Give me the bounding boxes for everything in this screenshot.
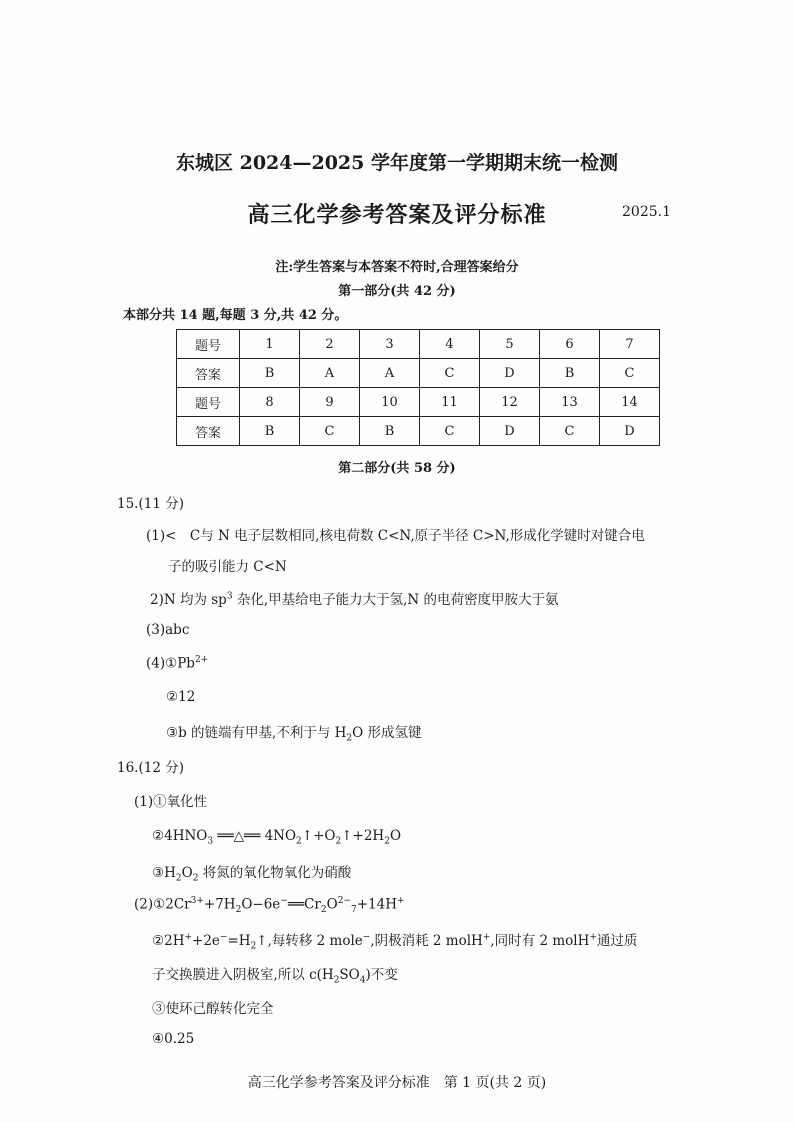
table-row xyxy=(177,417,660,446)
table-cell: B xyxy=(240,417,300,446)
text-segment: 15.(11 分) xyxy=(117,496,184,512)
answer-line xyxy=(166,689,195,705)
superscript: + xyxy=(482,932,491,943)
text-segment: +2e xyxy=(192,933,220,949)
text-segment: (2)①2Cr xyxy=(134,896,191,913)
text-segment: 通过质 xyxy=(596,933,638,949)
text-segment: ══△══ 4NO xyxy=(213,828,297,844)
table-row xyxy=(177,388,660,417)
table-cell: C xyxy=(540,417,600,446)
table-cell: 2 xyxy=(300,330,360,359)
text-segment: ②4HNO xyxy=(152,828,208,844)
table-cell: 14 xyxy=(600,388,660,417)
answer-line xyxy=(146,524,645,544)
text-segment: (1)①氧化性 xyxy=(134,794,208,810)
answer-line xyxy=(152,997,274,1017)
text-segment: 将氮的氧化物氧化为硝酸 xyxy=(198,865,352,881)
answer-line xyxy=(134,790,207,810)
text-segment: ②2H xyxy=(152,933,185,949)
superscript: − xyxy=(219,932,228,943)
table-cell: D xyxy=(480,359,540,388)
answer-line xyxy=(166,721,422,744)
grading-note: 注:学生答案与本答案不符时,合理答案给分 xyxy=(275,260,519,275)
row-header-cell: 题号 xyxy=(177,388,240,417)
superscript: 2− xyxy=(337,896,351,906)
text-segment: O xyxy=(326,896,338,913)
text-segment: +7H xyxy=(203,896,236,913)
answer-line xyxy=(152,963,398,986)
answer-line xyxy=(117,756,184,776)
subscript: 2 xyxy=(320,905,327,916)
text-segment: ,同时有 2 molH xyxy=(490,933,590,949)
text-segment: ③b 的链端有甲基,不利于与 H xyxy=(166,725,347,741)
superscript: + xyxy=(396,896,405,906)
superscript: 3+ xyxy=(190,896,204,906)
table-cell: 9 xyxy=(300,388,360,417)
table-cell: C xyxy=(420,359,480,388)
text-segment: ,阴极消耗 2 molH xyxy=(370,933,483,949)
table-cell: 4 xyxy=(420,330,480,359)
table-cell: C xyxy=(300,417,360,446)
answer-line xyxy=(117,492,184,512)
text-segment: 2)N 均为 sp xyxy=(150,592,227,608)
text-segment: SO xyxy=(339,967,360,983)
subscript: 2 xyxy=(333,975,340,986)
answer-table xyxy=(176,329,660,446)
superscript: − xyxy=(362,932,371,943)
text-segment: 子交换膜进入阴极室,所以 c(H xyxy=(152,967,334,983)
table-cell: 11 xyxy=(420,388,480,417)
row-header-cell: 答案 xyxy=(177,359,240,388)
superscript: − xyxy=(280,896,288,906)
answer-line xyxy=(168,555,287,575)
subscript: 2 xyxy=(384,836,390,847)
table-cell: 10 xyxy=(360,388,420,417)
table-cell: 5 xyxy=(480,330,540,359)
table-cell: B xyxy=(540,359,600,388)
table-cell: A xyxy=(360,359,420,388)
part1-intro: 本部分共 14 题,每题 3 分,共 42 分。 xyxy=(123,308,348,323)
row-header-cell: 题号 xyxy=(177,330,240,359)
text-segment: O−6e xyxy=(241,896,281,913)
answer-line xyxy=(150,588,559,608)
subscript: 2 xyxy=(250,941,257,952)
document-title: 东城区 2024—2025 学年度第一学期期末统一检测 xyxy=(176,152,618,174)
table-cell: 7 xyxy=(600,330,660,359)
subscript: 3 xyxy=(207,836,214,847)
text-segment: O 形成氢键 xyxy=(352,725,422,741)
subscript: 2 xyxy=(175,873,182,884)
superscript: + xyxy=(184,932,193,943)
subscript: 2 xyxy=(235,905,242,916)
text-segment: O xyxy=(389,828,402,844)
text-segment: 子的吸引能力 C<N xyxy=(168,559,287,575)
text-segment: 16.(12 分) xyxy=(117,760,184,776)
text-segment: ↑+2H xyxy=(341,828,385,844)
answer-line xyxy=(152,929,637,952)
table-cell: 13 xyxy=(540,388,600,417)
document-subtitle: 高三化学参考答案及评分标准 xyxy=(247,202,547,228)
text-segment: )不变 xyxy=(365,967,398,983)
table-cell: B xyxy=(360,417,420,446)
table-row xyxy=(177,359,660,388)
superscript: 3 xyxy=(226,591,233,602)
superscript: + xyxy=(589,932,597,943)
part2-heading: 第二部分(共 58 分) xyxy=(338,461,456,476)
text-segment: ③使环己醇转化完全 xyxy=(152,1001,274,1017)
table-cell: D xyxy=(480,417,540,446)
text-segment: ③H xyxy=(152,865,176,881)
text-segment: O xyxy=(181,865,193,881)
part1-heading: 第一部分(共 42 分) xyxy=(338,284,456,299)
answer-line xyxy=(152,828,401,847)
text-segment: (3)abc xyxy=(146,622,190,638)
answer-line xyxy=(146,655,208,672)
table-cell: B xyxy=(240,359,300,388)
table-cell: 12 xyxy=(480,388,540,417)
subscript: 2 xyxy=(296,836,302,847)
table-cell: 1 xyxy=(240,330,300,359)
subscript: 2 xyxy=(192,873,199,884)
table-cell: C xyxy=(600,359,660,388)
text-segment: (1)< C与 N 电子层数相同,核电荷数 C<N,原子半径 C>N,形成化学键时对键合电 xyxy=(146,528,645,544)
text-segment: ══Cr xyxy=(287,896,321,913)
answer-line xyxy=(134,896,405,915)
subscript: 2 xyxy=(346,733,353,744)
table-cell: A xyxy=(300,359,360,388)
answer-line xyxy=(146,622,189,638)
table-cell: C xyxy=(420,417,480,446)
subscript: 7 xyxy=(350,905,357,916)
table-cell: D xyxy=(600,417,660,446)
row-header-cell: 答案 xyxy=(177,417,240,446)
document-date: 2025.1 xyxy=(622,204,671,220)
text-segment: ↑+O xyxy=(301,828,336,844)
answer-line xyxy=(152,861,351,884)
page-footer: 高三化学参考答案及评分标准 第 1 页(共 2 页) xyxy=(247,1075,547,1091)
superscript: 2+ xyxy=(194,655,209,665)
table-row xyxy=(177,330,660,359)
table-cell: 6 xyxy=(540,330,600,359)
subscript: 2 xyxy=(335,836,342,847)
text-segment: +14H xyxy=(356,896,397,913)
subscript: 4 xyxy=(359,975,366,986)
text-segment: 杂化,甲基给电子能力大于氢,N 的电荷密度甲胺大于氨 xyxy=(232,592,559,608)
text-segment: ④0.25 xyxy=(152,1031,195,1047)
text-segment: (4)①Pb xyxy=(146,655,195,672)
table-cell: 8 xyxy=(240,388,300,417)
answer-line xyxy=(152,1031,194,1047)
table-cell: 3 xyxy=(360,330,420,359)
text-segment: ↑,每转移 2 mole xyxy=(256,933,363,949)
text-segment: ②12 xyxy=(166,689,196,705)
text-segment: =H xyxy=(227,933,251,949)
